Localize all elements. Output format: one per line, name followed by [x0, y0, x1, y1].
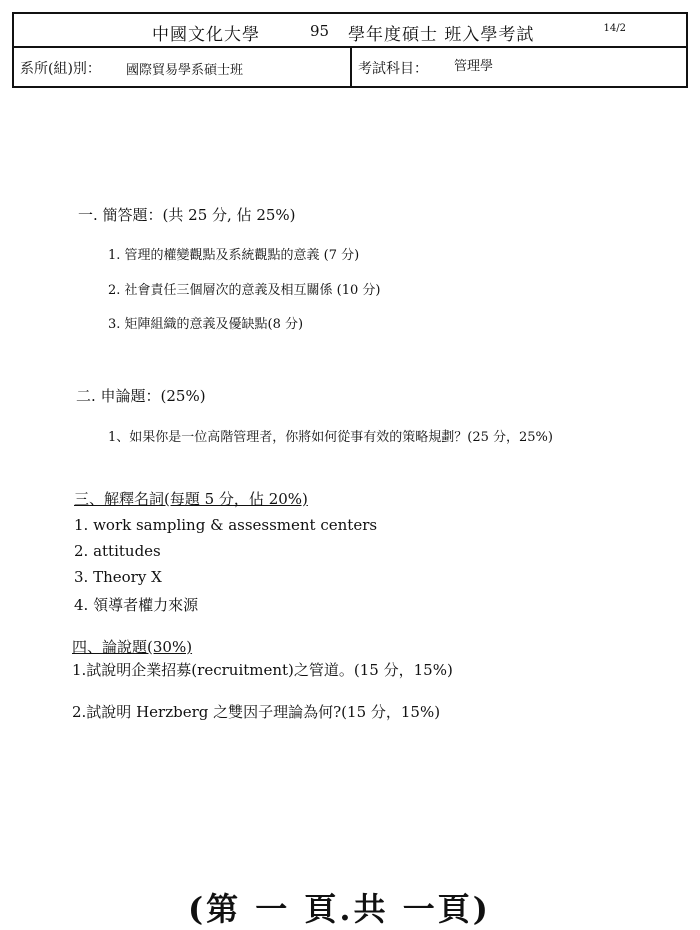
section3-item-4: 4. 領導者權力來源: [74, 596, 199, 614]
section3-item-1: 1. work sampling & assessment centers: [74, 516, 378, 534]
subject-label: 考試科目：: [358, 61, 428, 77]
exam-header: [12, 12, 688, 88]
section1-item-2: 2. 社會責任三個層次的意義及相互關係 (10 分): [108, 283, 381, 298]
section2-item-1: 1、如果你是一位高階管理者，你將如何從事有效的策略規劃？(25 分，25%): [108, 430, 553, 445]
section1-item-3: 3. 矩陣組織的意義及優缺點(8 分): [108, 317, 304, 332]
department-value: 國際貿易學系碩士班: [126, 63, 244, 78]
school-name: 中國文化大學: [152, 25, 260, 45]
page-footer: (第 一 頁.共 一頁): [188, 890, 491, 928]
section4-item-2: 2.試說明 Herzberg 之雙因子理論為何?(15 分，15%): [72, 703, 441, 721]
section2-title: 二. 申論題：(25%): [76, 387, 206, 405]
section4-title: 四、論說題(30%): [72, 638, 193, 656]
subject-value: 管理學: [454, 59, 494, 74]
section3-item-2: 2. attitudes: [74, 542, 161, 560]
section1-title: 一. 簡答題：(共 25 分, 佔 25%): [78, 206, 296, 224]
exam-title: 學年度碩士 班入學考試: [348, 25, 535, 45]
header-divider: [350, 48, 352, 88]
academic-year: 95: [310, 22, 330, 40]
department-label: 系所(組)別：: [20, 61, 101, 77]
page-number: 14/2: [603, 23, 626, 34]
header-info-row: [14, 48, 686, 88]
section3-title: 三、解釋名詞(每題 5 分，佔 20%): [74, 490, 308, 508]
section1-item-1: 1. 管理的權變觀點及系統觀點的意義 (7 分): [108, 248, 360, 263]
section3-item-3: 3. Theory X: [74, 568, 162, 586]
header-title-row: [14, 14, 686, 48]
section4-item-1: 1.試說明企業招募(recruitment)之管道。(15 分，15%): [72, 661, 453, 679]
